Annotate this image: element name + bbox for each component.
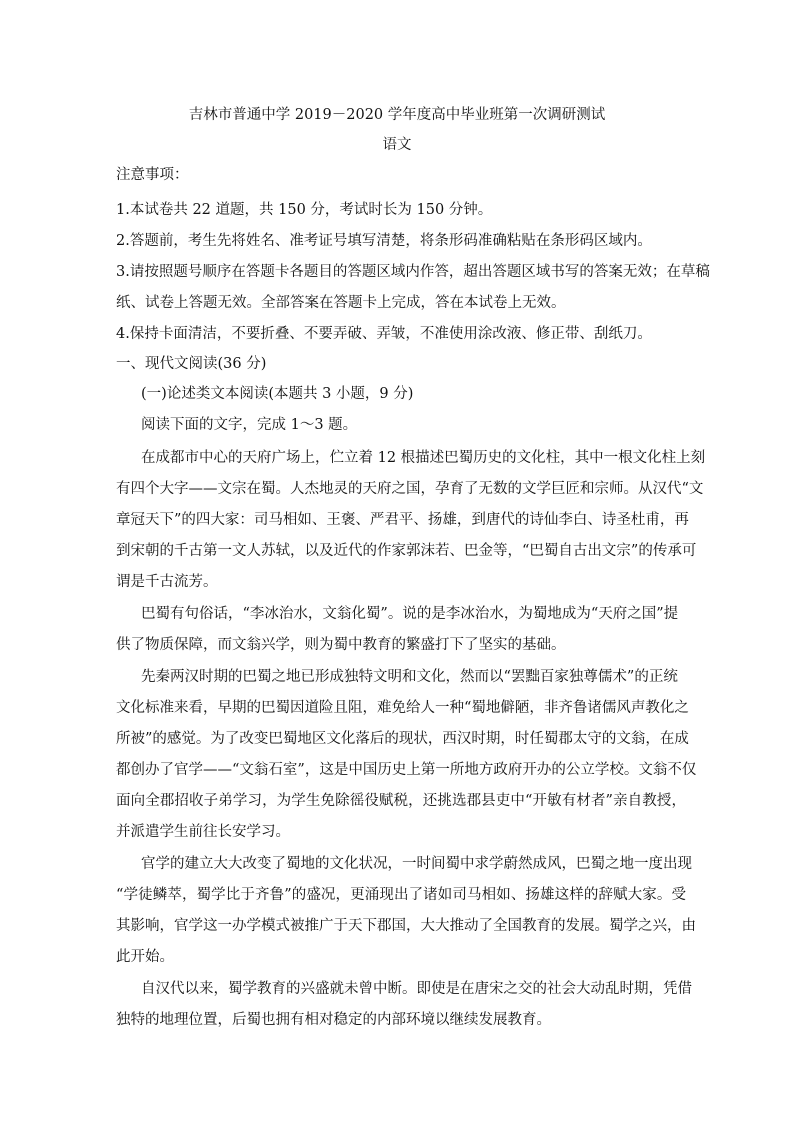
passage-line: 所被”的感觉。为了改变巴蜀地区文化落后的现状，西汉时期，时任蜀郡太守的文翁，在成 — [116, 731, 689, 747]
notice-item: 1.本试卷共 22 道题，共 150 分，考试时长为 150 分钟。 — [116, 202, 493, 218]
subject-title: 语文 — [382, 137, 412, 153]
passage-line: 到宋朝的千古第一文人苏轼，以及近代的作家郭沫若、巴金等，“巴蜀自古出文宗”的传承可 — [116, 543, 697, 559]
passage-line: 在成都市中心的天府广场上，伫立着 12 根描述巴蜀历史的文化柱，其中一根文化柱上刻 — [141, 450, 706, 466]
notice-item: 纸、试卷上答题无效。全部答案在答题卡上完成，答在本试卷上无效。 — [116, 295, 566, 311]
passage-line: “学徒鳞萃，蜀学比于齐鲁”的盛况，更涌现出了诸如司马相如、扬雄这样的辞赋大家。受 — [116, 887, 686, 903]
passage-line: 并派遣学生前往长安学习。 — [116, 824, 290, 840]
reading-instruction: 阅读下面的文字，完成 1～3 题。 — [141, 417, 358, 433]
notice-heading: 注意事项： — [116, 167, 189, 183]
subsection-heading: (一)论述类文本阅读(本题共 3 小题，9 分) — [141, 386, 414, 402]
passage-line: 文化标准来看，早期的巴蜀因道险且阻，难免给人一种“蜀地僻陋，非齐鲁诸儒风声教化之 — [116, 700, 689, 716]
passage-line: 自汉代以来，蜀学教育的兴盛就未曾中断。即使是在唐宋之交的社会大动乱时期，凭借 — [141, 981, 692, 997]
passage-line: 巴蜀有句俗话，“李冰治水，文翁化蜀”。说的是李冰治水，为蜀地成为“天府之国”提 — [141, 606, 679, 622]
passage-line: 谓是千古流芳。 — [116, 574, 218, 590]
passage-line: 其影响，官学这一办学模式被推广于天下郡国，大大推动了全国教育的发展。蜀学之兴，由 — [116, 918, 696, 934]
passage-line: 都创办了官学——“文翁石室”，这是中国历史上第一所地方政府开办的公立学校。文翁不仅 — [116, 762, 697, 778]
passage-line: 此开始。 — [116, 949, 174, 965]
notice-item: 3.请按照题号顺序在答题卡各题目的答题区域内作答，超出答题区域书写的答案无效；在草稿 — [116, 264, 710, 280]
passage-line: 有四个大字——文宗在蜀。人杰地灵的天府之国，孕育了无数的文学巨匠和宗师。从汉代“文 — [116, 481, 704, 497]
page-title: 吉林市普通中学 2019－2020 学年度高中毕业班第一次调研测试 — [188, 107, 606, 123]
notice-item: 2.答题前，考生先将姓名、准考证号填写清楚，将条形码准确粘贴在条形码区域内。 — [116, 233, 652, 249]
passage-line: 供了物质保障，而文翁兴学，则为蜀中教育的繁盛打下了坚实的基础。 — [116, 637, 566, 653]
passage-line: 章冠天下”的四大家：司马相如、王褒、严君平、扬雄，到唐代的诗仙李白、诗圣杜甫，再 — [116, 512, 689, 528]
notice-item: 4.保持卡面清洁，不要折叠、不要弄破、弄皱，不准使用涂改液、修正带、刮纸刀。 — [116, 326, 652, 342]
passage-line: 官学的建立大大改变了蜀地的文化状况，一时间蜀中求学蔚然成风，巴蜀之地一度出现 — [141, 856, 692, 872]
passage-line: 独特的地理位置，后蜀也拥有相对稳定的内部环境以继续发展教育。 — [116, 1012, 551, 1028]
passage-line: 面向全郡招收子弟学习，为学生免除徭役赋税，还挑选郡县吏中“开敏有材者”亲自教授， — [116, 793, 686, 809]
section-heading: 一、现代文阅读(36 分) — [116, 356, 267, 372]
passage-line: 先秦两汉时期的巴蜀之地已形成独特文明和文化，然而以“罢黜百家独尊儒术”的正统 — [141, 669, 678, 685]
